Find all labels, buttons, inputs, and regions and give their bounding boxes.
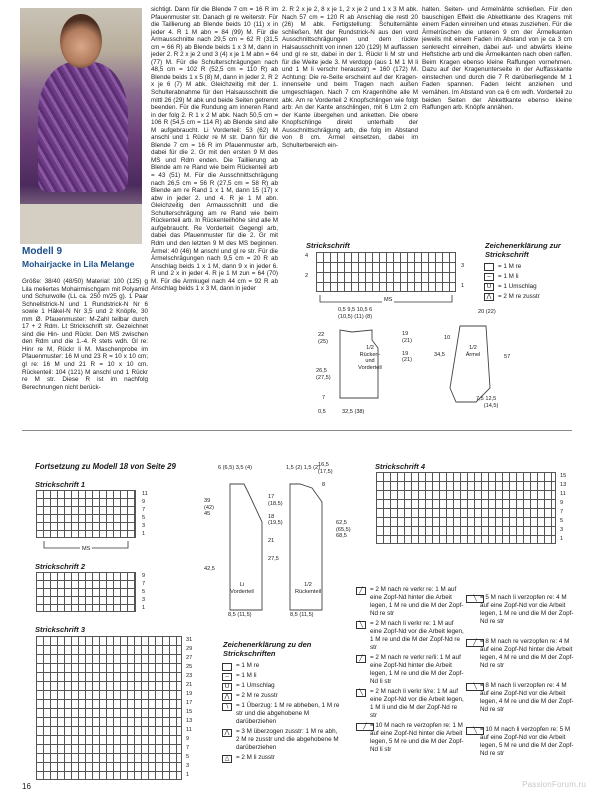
cable-10-right-icon: ╱ (356, 723, 374, 731)
dim-top-4: 19 (21) 19 (21) (402, 331, 412, 364)
legend-cable-7: ╱ = 8 M nach re verzopfen re: 4 M auf eine Zopf-Nd hinter die Arbeit legen, 4 M re und die M der Zopf-Nd re str (466, 638, 574, 682)
p2tog-symbol-icon: △ (222, 755, 232, 763)
legend-cables-mid (356, 586, 464, 756)
legend-item-knit: = 1 M re (484, 262, 574, 272)
dim-bottom-12: 8,5 (11,5) (290, 612, 314, 618)
instructions-column-1: Größe: 38/40 (48/50) Material: 100 (125) g Lila meliertes Mohairmischgarn mit Polyamid und Schurwolle (LL ca. 250 m/25 g). 1 Paar Schnellstrick-N und 1 Rundstrick-N Nr 6 sowie 1 Häkel-N Nr 3,5 und 2 Knöpfe, 30 mm Ø. Pfauenmuster: M-Zahl teilbar durch 17 + 2 Rdm. Lt Strickschrift str. Gezeichnet sind die Hin- und Rückr. Den MS zwischen den Rdm und die 1.-4. R stets wdh. Gl re: Hinr re M, Rückr li M. Maschenprobe im Pfauenmuster: 16 M und 23 R = 10 x 10 cm; gl re: 16 M und 21 R = 10 x 10 cm. Rückenteil: 104 (121) M anschl und 1 Rückr re M str. Diese R ist im nachfolg Berechnungen nicht berück- (22, 278, 148, 391)
row-number-3: 3 (461, 263, 465, 269)
photo-mohair-jacket (38, 62, 128, 192)
legend-bottom-ssk: ∖ = 1 Überzug: 1 M re abheben, 1 M re str und die abgehobene M darüberziehen (222, 702, 342, 728)
dim-top-1: 0,5 9,5 10,5 6 (338, 307, 373, 313)
dim-top-2: (10,5) (11) (8) (338, 314, 373, 320)
model-title: Modell 9 (22, 246, 63, 257)
ssk-symbol-icon: ∖ (222, 703, 232, 711)
ss3-row-numbers: 31 29 27 25 23 21 19 17 15 13 11 9 7 5 3 1 (186, 637, 193, 778)
strickschrift-3-title: Strickschrift 3 (35, 625, 86, 634)
sleeve-label: 1/2 Ärmel (465, 345, 481, 358)
strickschrift-1-grid (36, 490, 136, 538)
cable-right-icon: ╱ (356, 587, 366, 595)
legend-bottom-k2tog: ⋀ = 2 M re zusstr (222, 692, 342, 702)
legend-cable-6: ╲ = 5 M nach li verzopfen re: 4 M auf eine Zopf-Nd vor die Arbeit legen, 1 M re und die M der Zopf-Nd re str (466, 594, 574, 638)
cable-10-left-icon: ╲ (466, 727, 484, 735)
model-photo (20, 8, 142, 244)
strickschrift-2-title: Strickschrift 2 (35, 562, 86, 571)
k2tog-symbol-icon: ⋀ (484, 293, 494, 301)
dim-top-9: 20 (22) (478, 309, 496, 315)
dim-bottom-4: 8 (322, 482, 326, 488)
legend-bottom-knit: = 1 M re (222, 662, 342, 672)
strickschrift-4-grid (376, 472, 556, 544)
legend-item-yarnover: U = 1 Umschlag (484, 282, 574, 292)
instructions-column-2: sichtigt. Dann für die Blende 7 cm = 16 R im Pfauenmuster str. Danach gl re weiterstr. Für die Taillierung ab Blende beids 10 (11) x in jeder 4. R 1 M abn = 84 (99) M. Für die Armausschnitte nach 29,5 cm = 62 R (31,5 cm = 66 R) ab Blende beids 1 x 3 M, dann in jeder 2. R 2 x je 2 und 3 (4) x je 1 M abn = 64 (77) M. Für die Schulterschrägungen nach 48,5 cm = 102 R (52,5 cm = 110 R) ab Blende beids 1 x 5 (8) M, dann in jeder 2. R 2 x je 6 (7) M abk. Gleichzeitig mit der 1. Schulterabnahme für den Halsausschnitt die mittl 26 (29) M abk und beide Seiten getrennt beenden. Für die Rundung am inneren Rand in der folg 2. R 1 x 2 M abk. Nach 50,5 cm = 106 R (54,5 cm = 114 R) ab Blende sind alle M aufgebraucht. Li Vorderteil: 53 (62) M anschl und 1 Rückr re M str. Dann für die Blende 7 cm = 16 R im Pfauenmuster arb, dabei für die 2. Gr mit den ersten 9 M des MS und Rdm enden. Die Taillierung ab Blende am re Rand wie beim Rückenteil arb = 43 (51) M. Für die Ausschnittschrägung nach 26,5 cm = 56 R (27,5 cm = 58 R) ab Blende am re Rand 1 x 1 M, dann 15 (17) x abw in jeder 2. und 4. R je 1 M abn. Gleichzeitig den Armausschnitt und die Schulterschrägung am re Rand wie beim Rückenteil arb. In Rückenteilhöhe sind alle M aufgebraucht. Re Vorderteil: Gegengl arb, dabei das Pfauenmuster für die 2. Gr mit Rdm und den letzten 9 M des MS beginnen. Ärmel: 40 (46) M anschl und gl re str. Für die Ärmelschrägungen nach 9,5 cm = 20 R ab Anschlag beids 1 x 1 M, dann 9 x in jeder 6. R und 2 x in jeder 4. R je 1 M zun = 64 (70) M. Für die Armkugel nach 44 cm = 92 R ab Anschlag beids 1 x 3 M, dann in jeder (151, 6, 278, 293)
dim-top-13: 7,5 12,5 (14,5) (476, 396, 499, 409)
strickschrift-4-title: Strickschrift 4 (375, 462, 426, 471)
dim-top-7: 32,5 (38) (342, 409, 365, 415)
dim-top-12: 57 (504, 354, 511, 360)
row-number-2: 2 (305, 273, 309, 279)
legend-bottom-purl: – = 1 M li (222, 672, 342, 682)
strickschrift-3-grid (36, 636, 182, 780)
legend-top (484, 262, 574, 302)
section-divider (22, 430, 572, 431)
schematic-bottom (200, 462, 360, 622)
dim-top-5: 26,5 (27,5) (316, 368, 331, 381)
dim-bottom-10: 42,5 (204, 566, 215, 572)
cable-8-right-icon: ╱ (466, 639, 484, 647)
dim-bottom-7: 21 (268, 538, 275, 544)
strickschrift-1-title: Strickschrift 1 (35, 480, 86, 489)
legend-cable-1: ╱ = 2 M nach re verkr re: 1 M auf eine Zopf-Nd hinter die Arbeit legen, 1 M re und die M der Zopf-Nd re str (356, 586, 464, 620)
legend-bottom-title: Zeichenerklärung zu den Strickschriften (223, 640, 312, 658)
page-number: 16 (22, 782, 31, 791)
ss1-ms-label: MS (82, 546, 91, 552)
legend-cable-3: ╱ = 2 M nach re verkr re/li: 1 M auf eine Zopf-Nd hinter die Arbeit legen, 1 M re und die M der Zopf-Nd li str (356, 654, 464, 688)
cable-8-left-icon: ╲ (466, 683, 484, 691)
strickschrift-2-grid (36, 572, 136, 612)
dim-bottom-6: 17 (18,5) 18 (19,5) (268, 494, 283, 527)
legend-bottom-sk2p: ⋀ = 3 M überzogen zusstr: 1 M re abh, 2 M re zusstr und die abgehobene M darüberziehen (222, 728, 342, 754)
schematic-top (300, 318, 580, 418)
back-front-label: 1/2 Rücken- und Vorderteil (358, 345, 382, 371)
legend-top-title: Zeichenerklärung zur Strickschrift (485, 241, 561, 259)
legend-bottom-yarnover: U = 1 Umschlag (222, 682, 342, 692)
yarnover-symbol-icon: U (222, 683, 232, 691)
legend-cables-right (466, 594, 574, 760)
photo-background-table (20, 204, 142, 244)
ss4-row-numbers: 15 13 11 9 7 5 3 1 (560, 473, 567, 542)
dim-top-10: 10 (444, 335, 451, 341)
model-heading (22, 246, 152, 269)
ms-label: MS (384, 297, 393, 303)
continued-heading: Fortsetzung zu Modell 18 von Seite 29 (35, 462, 176, 471)
sleeve-outline (450, 326, 490, 402)
dim-top-3: 22 (25) (318, 332, 328, 345)
dim-top-11: 34,5 (434, 352, 445, 358)
dim-bottom-3: 16,5 (17,5) (318, 462, 333, 475)
back-half-label: 1/2 Rückenteil (294, 582, 322, 595)
dim-bottom-2: 1,5 (2) 1,5 (2) (286, 465, 320, 471)
legend-cable-4: ╲ = 2 M nach li verkr li/re: 1 M auf eine Zopf-Nd vor die Arbeit legen, 1 M li und die M der Zopf-Nd re str (356, 688, 464, 722)
legend-cable-2: ╲ = 2 M nach li verkr re: 1 M auf eine Zopf-Nd vor die Arbeit legen, 1 M re und die M der Zopf-Nd re str (356, 620, 464, 654)
dim-top-6: 7 (322, 395, 326, 401)
legend-item-k2tog: ⋀ = 2 M re zusstr (484, 292, 574, 302)
dim-top-8: 0,5 (318, 409, 326, 415)
instructions-column-4: halten. Seiten- und Ärmelnähte schließen. Für den bauschigen Effekt die Abkettkante des Kragens mit einem Faden einreihen und etwas zusziehen. Für die Ärmelrüschen die unteren 9 cm der Ärmelkanten jeweils mit einem Faden im Abstand von je ca 3 cm senkrecht einreihen, dabei auf- und abwärts kleine Heftstiche arb und die Ärmelkanten nach oben raffen. Beim Kragen ebenso kleine Raffungen vornehmen. Dazu auf der Kragenunterseite in der Auffasskante einstechen und durch die 7 R darüberliegende M 1 Faden spannen. Faden leicht anziehen und vernähen. Im Abstand von ca 6 cm wdh. Vorderteil zu beiden Seiten der Abkettkante ebenso kleine Raffungen arb. Knöpfe annähen. (422, 6, 572, 112)
legend-bottom-p2tog: △ = 2 M li zusstr (222, 754, 342, 764)
ss1-row-numbers: 11 9 7 5 3 1 (142, 491, 148, 537)
k2tog-symbol-icon: ⋀ (222, 693, 232, 701)
legend-cable-9: ╲ = 10 M nach li verzopfen re: 5 M auf eine Zopf-Nd vor die Arbeit legen, 5 M re und die M der Zopf-Nd re str (466, 726, 574, 760)
purl-symbol-icon: – (484, 273, 494, 281)
site-watermark: PassionForum.ru (522, 780, 586, 789)
dim-bottom-9: 27,5 (268, 556, 279, 562)
dim-bottom-1: 6 (6,5) 3,5 (4) (218, 465, 252, 471)
model-subtitle: Mohairjacke in Lila Melange (22, 259, 135, 269)
cable-left-icon: ╲ (356, 621, 366, 629)
legend-cable-8: ╲ = 8 M nach li verzopfen re: 4 M auf eine Zopf-Nd vor die Arbeit legen, 4 M re und die M der Zopf-Nd re str (466, 682, 574, 726)
instructions-column-3: 2. R 2 x je 2, 8 x je 1, 2 x je 2 und 1 x 3 M abk. Nach 57 cm = 120 R ab Anschlag die restl 20 (26) M abk. Fertigstellung: Schulternähte schließen. Mit der Rundstrick-N aus den vord Ausschnittschrägungen und dem rückw Halsausschnitt von innen 120 (129) M auffassen und gl re str, dabei in der 1. Rückr li M str und für die Weite jede 3. M verdopp (aus 1 M 1 M li und 1 M li verschr herausstr) = 160 (172) M. Achtung: Die re-Seite erscheint auf der Krageninnenseite und beim Tragen nach außen umgeschlagen. Nach 7 cm Kragenhöhe alle M abk. Am re Vorderteil 2 Knopfschlingen wie folgt arb: An der Kante anschlingen, mit 6 Ltm 2 cm der Kante übergehen und anketten. Die obere Knopfschlinge direkt unterhalb der Ausschnittschrägung arb, die folg im Abstand von 8 cm. Ärmel einsetzen, dabei im Schulterbereich ein- (282, 6, 418, 149)
sk2p-symbol-icon: ⋀ (222, 729, 232, 737)
dim-bottom-11: 8,5 (11,5) (228, 612, 252, 618)
ss2-row-numbers: 9 7 5 3 1 (142, 573, 146, 611)
knit-symbol-icon (484, 263, 494, 271)
left-front-label: Li Vorderteil (230, 582, 254, 595)
cable-left-purl-icon: ╲ (356, 689, 366, 697)
knit-symbol-icon (222, 663, 232, 671)
dim-bottom-8: 62,5 (65,5) 68,5 (336, 520, 351, 540)
yarnover-symbol-icon: U (484, 283, 494, 291)
dim-bottom-5: 39 (42) 45 (204, 498, 214, 518)
strickschrift-grid (316, 252, 456, 292)
legend-item-purl: – = 1 M li (484, 272, 574, 282)
cable-right-purl-icon: ╱ (356, 655, 366, 663)
legend-bottom (222, 662, 342, 764)
legend-cable-5: ╱ = 10 M nach re verzopfen re: 1 M auf eine Zopf-Nd hinter die Arbeit legen, 5 M re und die M der Zopf-Nd li str (356, 722, 464, 756)
photo-model-head (60, 14, 102, 68)
cable-5-left-icon: ╲ (466, 595, 484, 603)
row-number-4: 4 (305, 253, 309, 259)
strickschrift-title: Strickschrift (306, 241, 350, 250)
purl-symbol-icon: – (222, 673, 232, 681)
row-number-1: 1 (461, 283, 465, 289)
